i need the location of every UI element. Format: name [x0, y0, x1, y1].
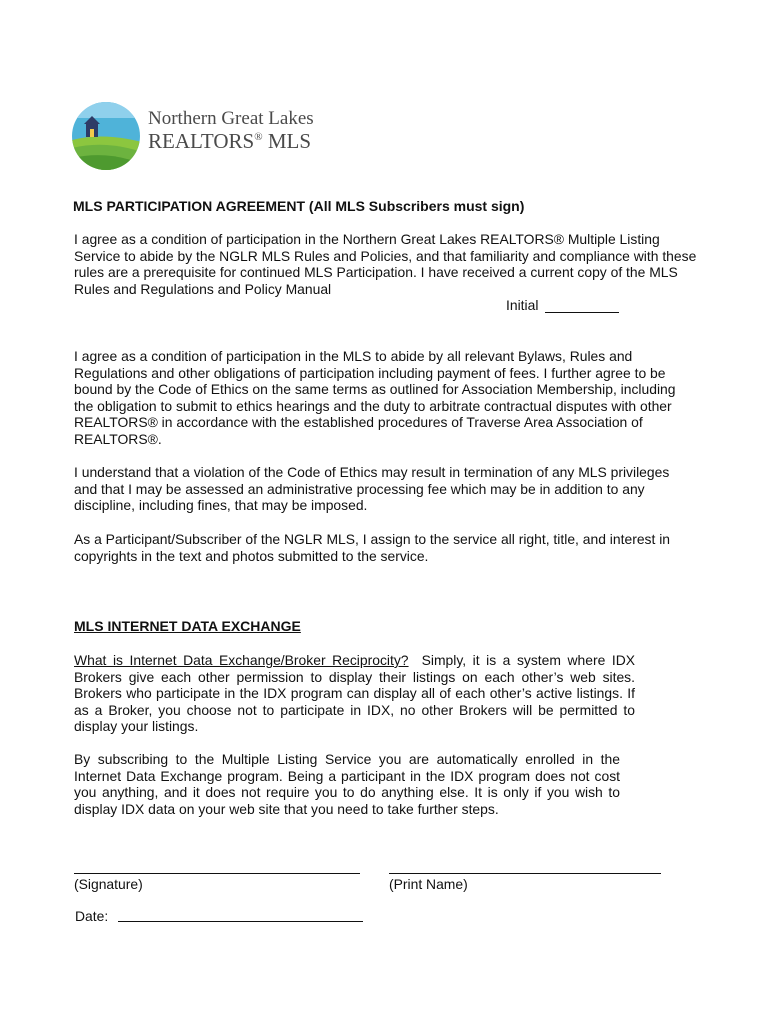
- text-line: copyrights in the text and photos submitted to the service.: [74, 547, 429, 564]
- text-line: rules are a prerequisite for continued MLS Participation. I have received a current copy of the MLS: [74, 264, 678, 280]
- participation-paragraph-1: [74, 231, 697, 297]
- text-line: display your listings.: [74, 718, 199, 734]
- text-line: I agree as a condition of participation in the MLS to abide by all relevant Bylaws, Rules and: [74, 348, 633, 364]
- participation-paragraph-4: [74, 531, 694, 564]
- print-name-field[interactable]: [389, 873, 661, 874]
- text-line: REALTORS®.: [74, 430, 162, 447]
- logo-emblem-icon: [72, 96, 142, 176]
- text-line: the obligation to submit to ethics hearings and the duty to arbitrate contractual disputes with other: [74, 397, 672, 414]
- text-line: as a Broker, you choose not to participate in IDX, no other Brokers will be permitted to: [74, 701, 635, 718]
- text-line: Rules and Regulations and Policy Manual: [74, 280, 332, 297]
- initial-label: Initial: [506, 297, 539, 313]
- text-line: and that I may be assessed an administrative processing fee which may be in addition to any: [74, 480, 645, 497]
- text-line: display IDX data on your web site that you need to take further steps.: [74, 800, 499, 817]
- text-line: By subscribing to the Multiple Listing Service you are automatically enrolled in the: [74, 751, 620, 767]
- logo-name-line2: REALTORS® MLS: [148, 129, 311, 153]
- text-line: Brokers give each other permission to display their listings on each other’s web sites.: [74, 668, 635, 685]
- text-line: As a Participant/Subscriber of the NGLR MLS, I assign to the service all right, title, and interest in: [74, 531, 671, 547]
- date-field[interactable]: [118, 921, 363, 922]
- text-line: Regulations and other obligations of participation including payment of fees. I further agree to be: [74, 364, 666, 381]
- idx-paragraph-2: [74, 751, 620, 817]
- logo-name-line1: Northern Great Lakes: [148, 108, 314, 129]
- date-label: Date:: [75, 908, 109, 924]
- idx-heading: MLS INTERNET DATA EXCHANGE: [74, 618, 301, 634]
- organization-logo: [72, 96, 322, 176]
- signature-field[interactable]: [74, 873, 360, 874]
- text-line: What is Internet Data Exchange/Broker Reciprocity? Simply, it is a system where IDX: [74, 652, 635, 668]
- text-line: I understand that a violation of the Code of Ethics may result in termination of any MLS privileges: [74, 464, 670, 480]
- participation-paragraph-3: [74, 464, 694, 514]
- text-line: discipline, including fines, that may be imposed.: [74, 497, 368, 513]
- participation-paragraph-2: [74, 348, 694, 447]
- text-line: I agree as a condition of participation in the Northern Great Lakes REALTORS® Multiple Listing: [74, 231, 660, 247]
- idx-paragraph-1: [74, 652, 635, 735]
- text-line: you anything, and it does not require you to do anything else. It is only if you wish to: [74, 784, 620, 800]
- print-name-label: (Print Name): [389, 876, 468, 892]
- text-line: REALTORS® in accordance with the established procedures of Traverse Area Association of: [74, 414, 643, 430]
- initial-field[interactable]: [545, 312, 619, 313]
- signature-label: (Signature): [74, 876, 143, 892]
- idx-question: What is Internet Data Exchange/Broker Reciprocity?: [74, 652, 409, 668]
- text-line: Internet Data Exchange program. Being a participant in the IDX program does not cost: [74, 767, 620, 784]
- text-line: Service to abide by the NGLR MLS Rules and Policies, and that familiarity and compliance with these: [74, 247, 697, 264]
- text-line: Brokers who participate in the IDX program can display all of each other’s active listings. If: [74, 685, 635, 701]
- participation-heading: MLS PARTICIPATION AGREEMENT (All MLS Subscribers must sign): [73, 198, 525, 214]
- text-line: bound by the Code of Ethics on the same terms as outlined for Association Membership, including: [74, 381, 676, 397]
